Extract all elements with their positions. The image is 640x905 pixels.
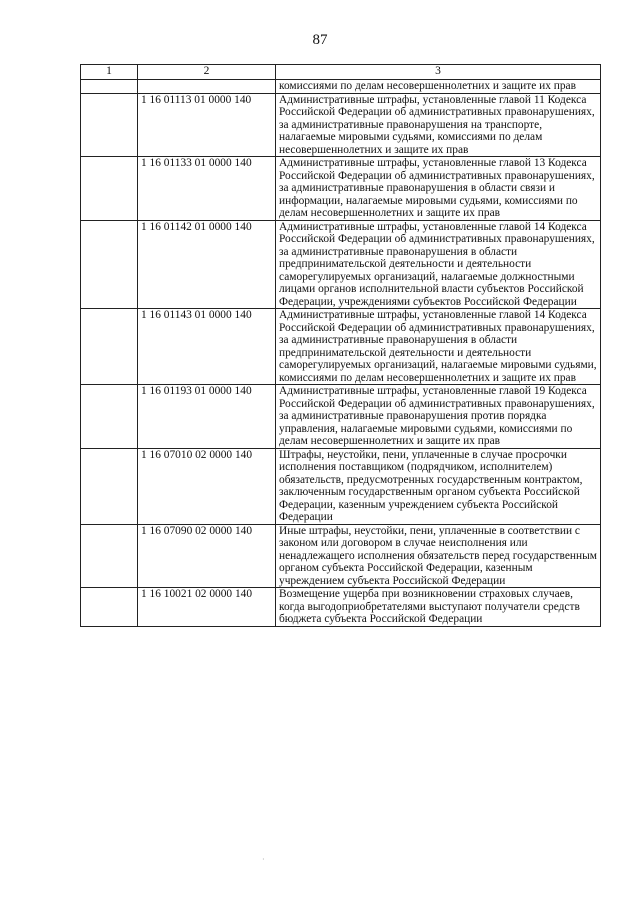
description-cell: Административные штрафы, установленные главой 14 Кодекса Российской Федерации об административных правонарушениях, за административные правонарушения в области предпринимательской деятельности и деятельности саморегулируемых организаций, налагаемые мировыми судьями, комиссиями по делам несовершеннолетних и защите их прав: [276, 309, 601, 385]
budget-code-cell: 1 16 01143 01 0000 140: [138, 309, 276, 385]
row-number-cell: [81, 524, 138, 588]
column-header-3: 3: [276, 65, 601, 80]
budget-code-cell: 1 16 07010 02 0000 140: [138, 448, 276, 524]
page-number: 87: [312, 32, 328, 48]
table-row: [81, 93, 601, 157]
description-cell: Административные штрафы, установленные главой 13 Кодекса Российской Федерации об административных правонарушениях, за административные правонарушения в области связи и информации, налагаемые мировыми судьями, комиссиями по делам несовершеннолетних и защите их прав: [276, 157, 601, 221]
table-row: [81, 385, 601, 449]
row-number-cell: [81, 220, 138, 309]
budget-code-cell: 1 16 01133 01 0000 140: [138, 157, 276, 221]
table-row: [81, 157, 601, 221]
budget-code-cell: 1 16 10021 02 0000 140: [138, 588, 276, 627]
column-header-1: 1: [81, 65, 138, 80]
row-number-cell: [81, 157, 138, 221]
description-cell: Иные штрафы, неустойки, пени, уплаченные в соответствии с законом или договором в случае неисполнения или ненадлежащего исполнения обязательств перед государственным органом субъекта Российской Федерации, казенным учреждением субъекта Российской Федерации: [276, 524, 601, 588]
budget-code-cell: [138, 80, 276, 94]
budget-code-cell: 1 16 07090 02 0000 140: [138, 524, 276, 588]
row-number-cell: [81, 80, 138, 94]
table-row: [81, 309, 601, 385]
row-number-cell: [81, 309, 138, 385]
budget-code-cell: 1 16 01193 01 0000 140: [138, 385, 276, 449]
budget-code-cell: 1 16 01113 01 0000 140: [138, 93, 276, 157]
description-cell: Административные штрафы, установленные главой 11 Кодекса Российской Федерации об административных правонарушениях, за административные правонарушения на транспорте, налагаемые мировыми судьями, комиссиями по делам несовершеннолетних и защите их прав: [276, 93, 601, 157]
row-number-cell: [81, 448, 138, 524]
description-cell: Возмещение ущерба при возникновении страховых случаев, когда выгодоприобретателями выступают получатели средств бюджета субъекта Российской Федерации: [276, 588, 601, 627]
column-header-2: 2: [138, 65, 276, 80]
row-number-cell: [81, 385, 138, 449]
description-cell: Штрафы, неустойки, пени, уплаченные в случае просрочки исполнения поставщиком (подрядчиком, исполнителем) обязательств, предусмотренных государственным контрактом, заключенным государственным органом субъекта Российской Федерации, казенным учреждением субъекта Российской Федерации: [276, 448, 601, 524]
budget-codes-table: [80, 64, 601, 627]
description-cell: Административные штрафы, установленные главой 19 Кодекса Российской Федерации об административных правонарушениях, за административные правонарушения против порядка управления, налагаемые мировыми судьями, комиссиями по делам несовершеннолетних и защите их прав: [276, 385, 601, 449]
table-row: [81, 524, 601, 588]
description-cell: комиссиями по делам несовершеннолетних и защите их прав: [276, 80, 601, 94]
scan-artifact: ·: [262, 855, 265, 864]
row-number-cell: [81, 93, 138, 157]
description-cell: Административные штрафы, установленные главой 14 Кодекса Российской Федерации об административных правонарушениях, за административные правонарушения в области предпринимательской деятельности и деятельности саморегулируемых организаций, налагаемые должностными лицами органов исполнительной власти субъектов Российской Федерации, учреждениями субъектов Российской Федерации: [276, 220, 601, 309]
budget-code-cell: 1 16 01142 01 0000 140: [138, 220, 276, 309]
table-header-row: [81, 65, 601, 80]
table-row: [81, 220, 601, 309]
table-row: [81, 448, 601, 524]
table-row: [81, 588, 601, 627]
row-number-cell: [81, 588, 138, 627]
table-row: [81, 80, 601, 94]
